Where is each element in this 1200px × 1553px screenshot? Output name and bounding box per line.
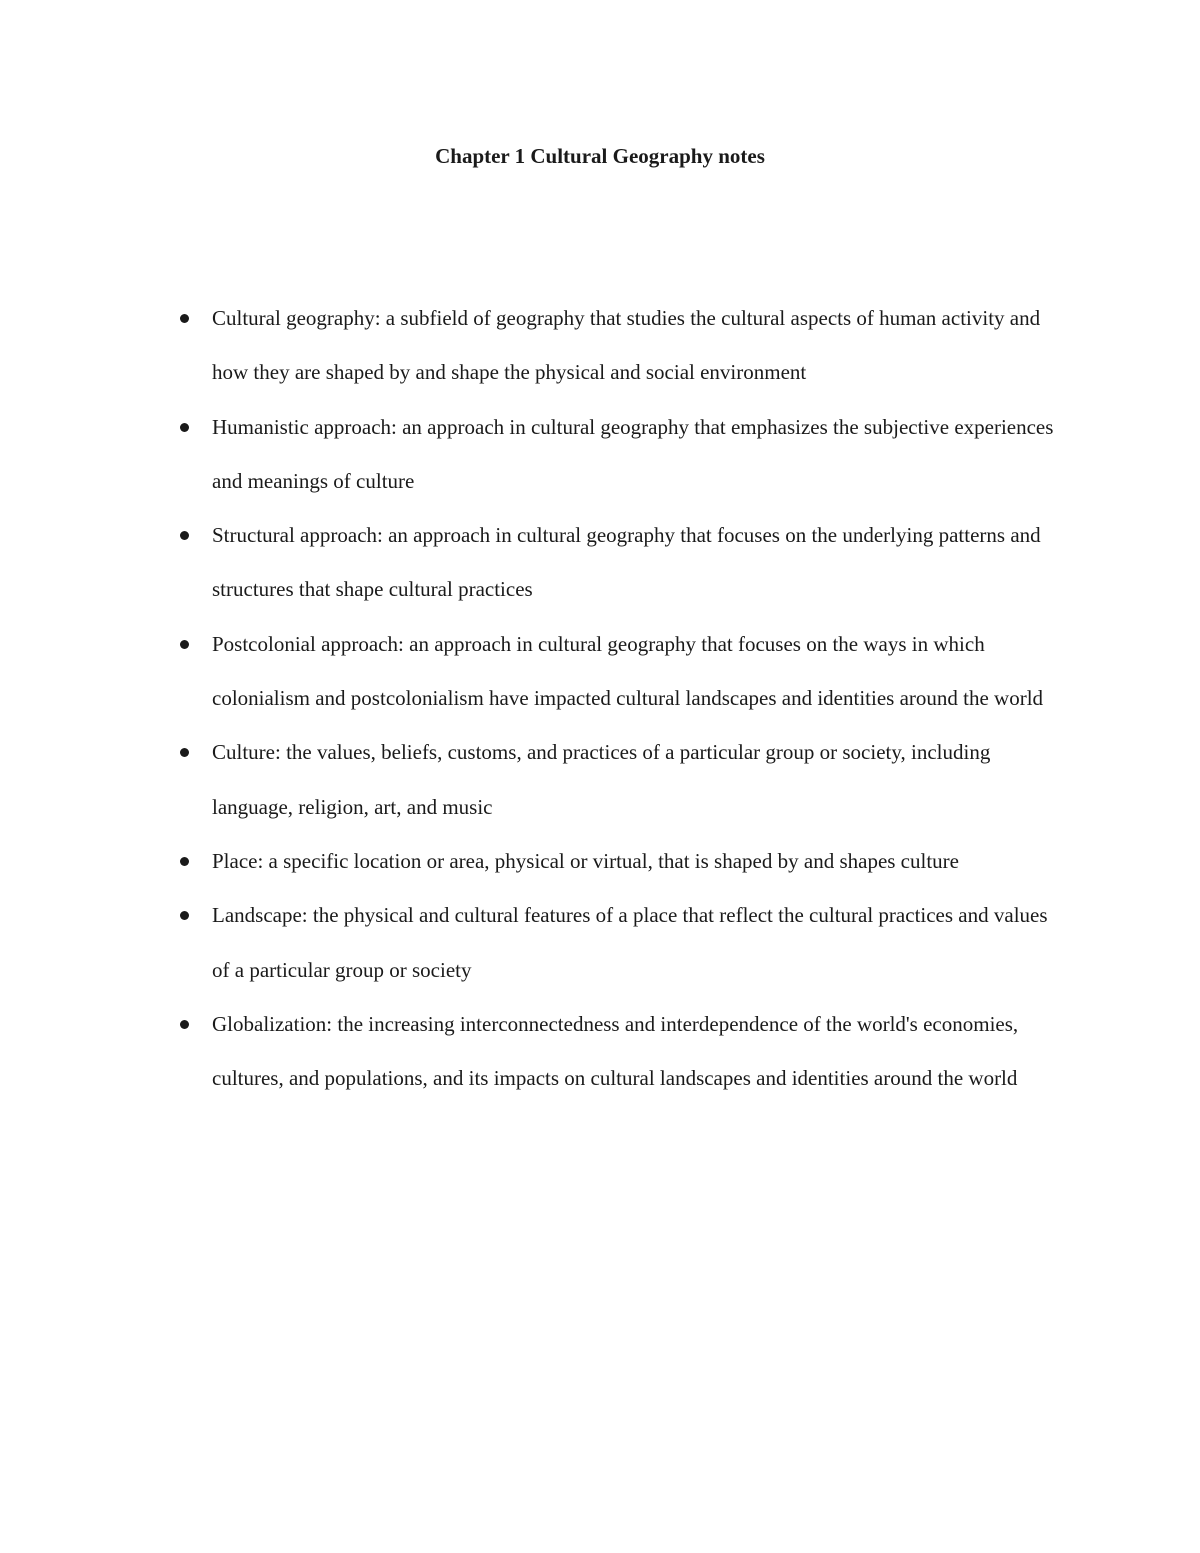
bullet-icon	[180, 857, 189, 866]
notes-list	[180, 291, 1060, 1105]
list-item	[180, 400, 1060, 509]
bullet-icon	[180, 911, 189, 920]
list-item	[180, 725, 1060, 834]
note-text: Cultural geography: a subfield of geography that studies the cultural aspects of human activity and how they are shaped by and shape the physical and social environment	[212, 306, 1041, 385]
list-item	[180, 508, 1060, 617]
note-text: Landscape: the physical and cultural features of a place that reflect the cultural practices and values of a particular group or society	[212, 903, 1048, 982]
note-text: Globalization: the increasing interconnectedness and interdependence of the world's economies, cultures, and populations, and its impacts on cultural landscapes and identities around the world	[212, 1011, 1019, 1091]
note-text: Humanistic approach: an approach in cultural geography that emphasizes the subjective experiences and meanings of culture	[212, 414, 1054, 493]
bullet-icon	[180, 314, 189, 323]
bullet-icon	[180, 531, 189, 540]
note-text: Place: a specific location or area, physical or virtual, that is shaped by and shapes culture	[212, 848, 959, 873]
bullet-icon	[180, 640, 189, 649]
list-item	[180, 291, 1060, 400]
bullet-icon	[180, 748, 189, 757]
list-item	[180, 888, 1060, 997]
bullet-icon	[180, 423, 189, 432]
note-text: Structural approach: an approach in cultural geography that focuses on the underlying patterns and structures that shape cultural practices	[212, 523, 1041, 602]
note-text: Postcolonial approach: an approach in cultural geography that focuses on the ways in which colonialism and postcolonialism have impacted cultural landscapes and identities around the world	[212, 631, 1044, 711]
page-title: Chapter 1 Cultural Geography notes	[435, 144, 765, 168]
list-item	[180, 997, 1060, 1106]
list-item	[180, 617, 1060, 726]
bullet-icon	[180, 1020, 189, 1029]
list-item	[180, 834, 1060, 888]
note-text: Culture: the values, beliefs, customs, and practices of a particular group or society, including language, religion, art, and music	[212, 740, 991, 819]
